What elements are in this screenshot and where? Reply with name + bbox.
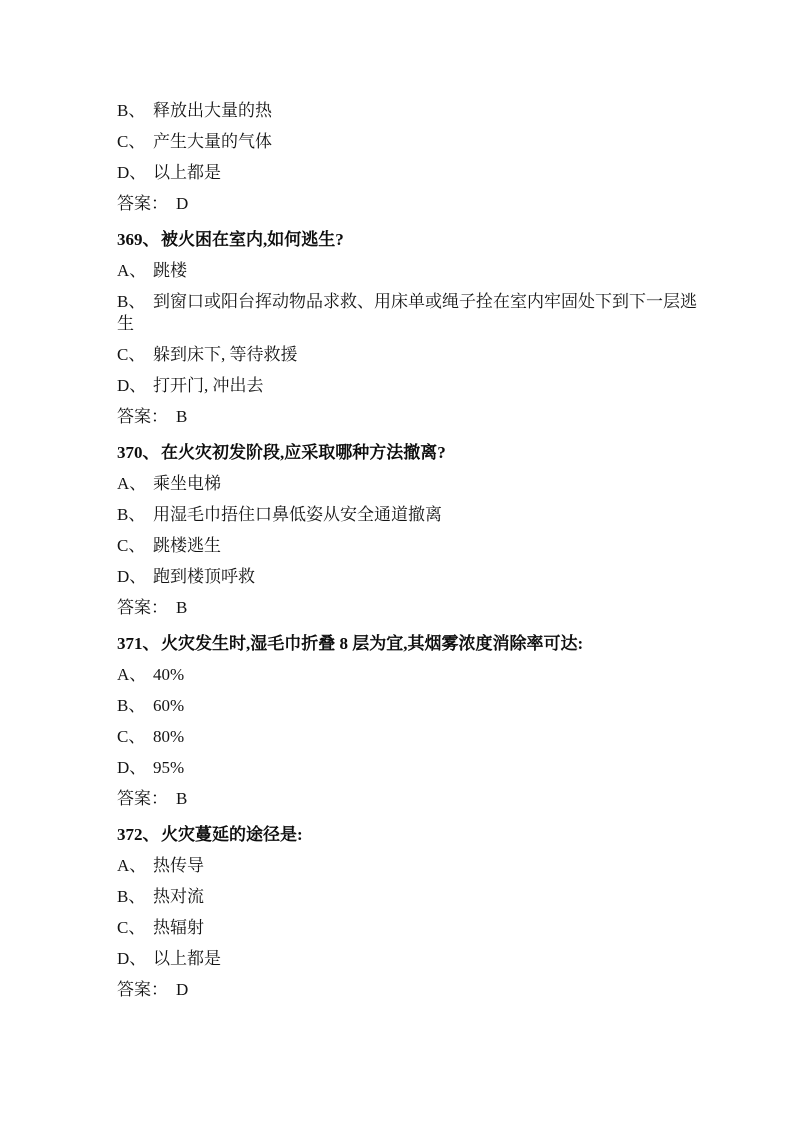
option-row [117,695,707,717]
option-letter: A、 [117,665,147,684]
answer-label: 答案： [117,194,168,213]
question-block [117,442,707,619]
option-row [117,162,707,184]
answer-label: 答案： [117,598,168,617]
option-letter: B、 [117,696,146,715]
option-letter: D、 [117,758,147,777]
questions-list [117,100,707,1001]
answer-value: D [176,980,189,999]
question-title [117,229,707,251]
answer-value: B [176,789,188,808]
question-number: 371、 [117,634,160,653]
option-row [117,855,707,877]
question-block [117,633,707,810]
option-letter: D、 [117,163,147,182]
option-text: 80% [153,727,185,746]
option-letter: C、 [117,536,146,555]
option-row [117,566,707,588]
option-letter: C、 [117,727,146,746]
option-text: 以上都是 [153,949,221,968]
option-letter: B、 [117,505,146,524]
option-row [117,726,707,748]
option-row [117,664,707,686]
option-row [117,504,707,526]
answer-label: 答案： [117,980,168,999]
option-text: 乘坐电梯 [153,474,221,493]
option-text: 40% [153,665,185,684]
option-letter: D、 [117,949,147,968]
option-text: 跳楼逃生 [153,536,221,555]
option-row [117,100,707,122]
option-row [117,344,707,366]
question-text: 在火灾初发阶段,应采取哪种方法撤离? [161,443,446,462]
question-number: 370、 [117,443,160,462]
question-text: 火灾蔓延的途径是: [161,825,303,844]
question-title [117,824,707,846]
answer-value: B [176,598,188,617]
option-row [117,291,707,335]
option-text: 跳楼 [153,261,187,280]
question-block [117,229,707,428]
option-row [117,375,707,397]
option-text: 躲到床下, 等待救援 [153,345,298,364]
option-row [117,757,707,779]
option-text: 以上都是 [153,163,221,182]
question-block [117,824,707,1001]
option-row [117,473,707,495]
question-text: 被火困在室内,如何逃生? [161,230,344,249]
question-title [117,442,707,464]
option-row [117,535,707,557]
option-text: 到窗口或阳台挥动物品求救、用床单或绳子拴在室内牢固处下到下一层逃生 [117,292,697,333]
option-text: 打开门, 冲出去 [153,376,264,395]
question-block [117,100,707,215]
option-letter: B、 [117,887,146,906]
answer-value: B [176,407,188,426]
answer-line [117,597,707,619]
option-letter: A、 [117,261,147,280]
question-number: 369、 [117,230,160,249]
answer-line [117,788,707,810]
option-row [117,131,707,153]
answer-label: 答案： [117,789,168,808]
option-text: 热传导 [153,856,204,875]
option-text: 产生大量的气体 [153,132,272,151]
question-number: 372、 [117,825,160,844]
option-row [117,260,707,282]
option-row [117,886,707,908]
option-letter: D、 [117,376,147,395]
answer-label: 答案： [117,407,168,426]
option-text: 用湿毛巾捂住口鼻低姿从安全通道撤离 [153,505,442,524]
question-title [117,633,707,655]
option-letter: B、 [117,292,146,311]
option-letter: D、 [117,567,147,586]
option-row [117,917,707,939]
option-text: 跑到楼顶呼救 [153,567,255,586]
option-text: 95% [153,758,185,777]
option-text: 60% [153,696,185,715]
option-row [117,948,707,970]
answer-line [117,193,707,215]
option-letter: B、 [117,101,146,120]
option-letter: A、 [117,474,147,493]
option-letter: C、 [117,132,146,151]
option-text: 释放出大量的热 [153,101,272,120]
question-text: 火灾发生时,湿毛巾折叠 8 层为宜,其烟雾浓度消除率可达: [161,634,584,653]
answer-value: D [176,194,189,213]
option-letter: C、 [117,918,146,937]
answer-line [117,406,707,428]
option-text: 热对流 [153,887,204,906]
answer-line [117,979,707,1001]
option-text: 热辐射 [153,918,204,937]
option-letter: C、 [117,345,146,364]
option-letter: A、 [117,856,147,875]
